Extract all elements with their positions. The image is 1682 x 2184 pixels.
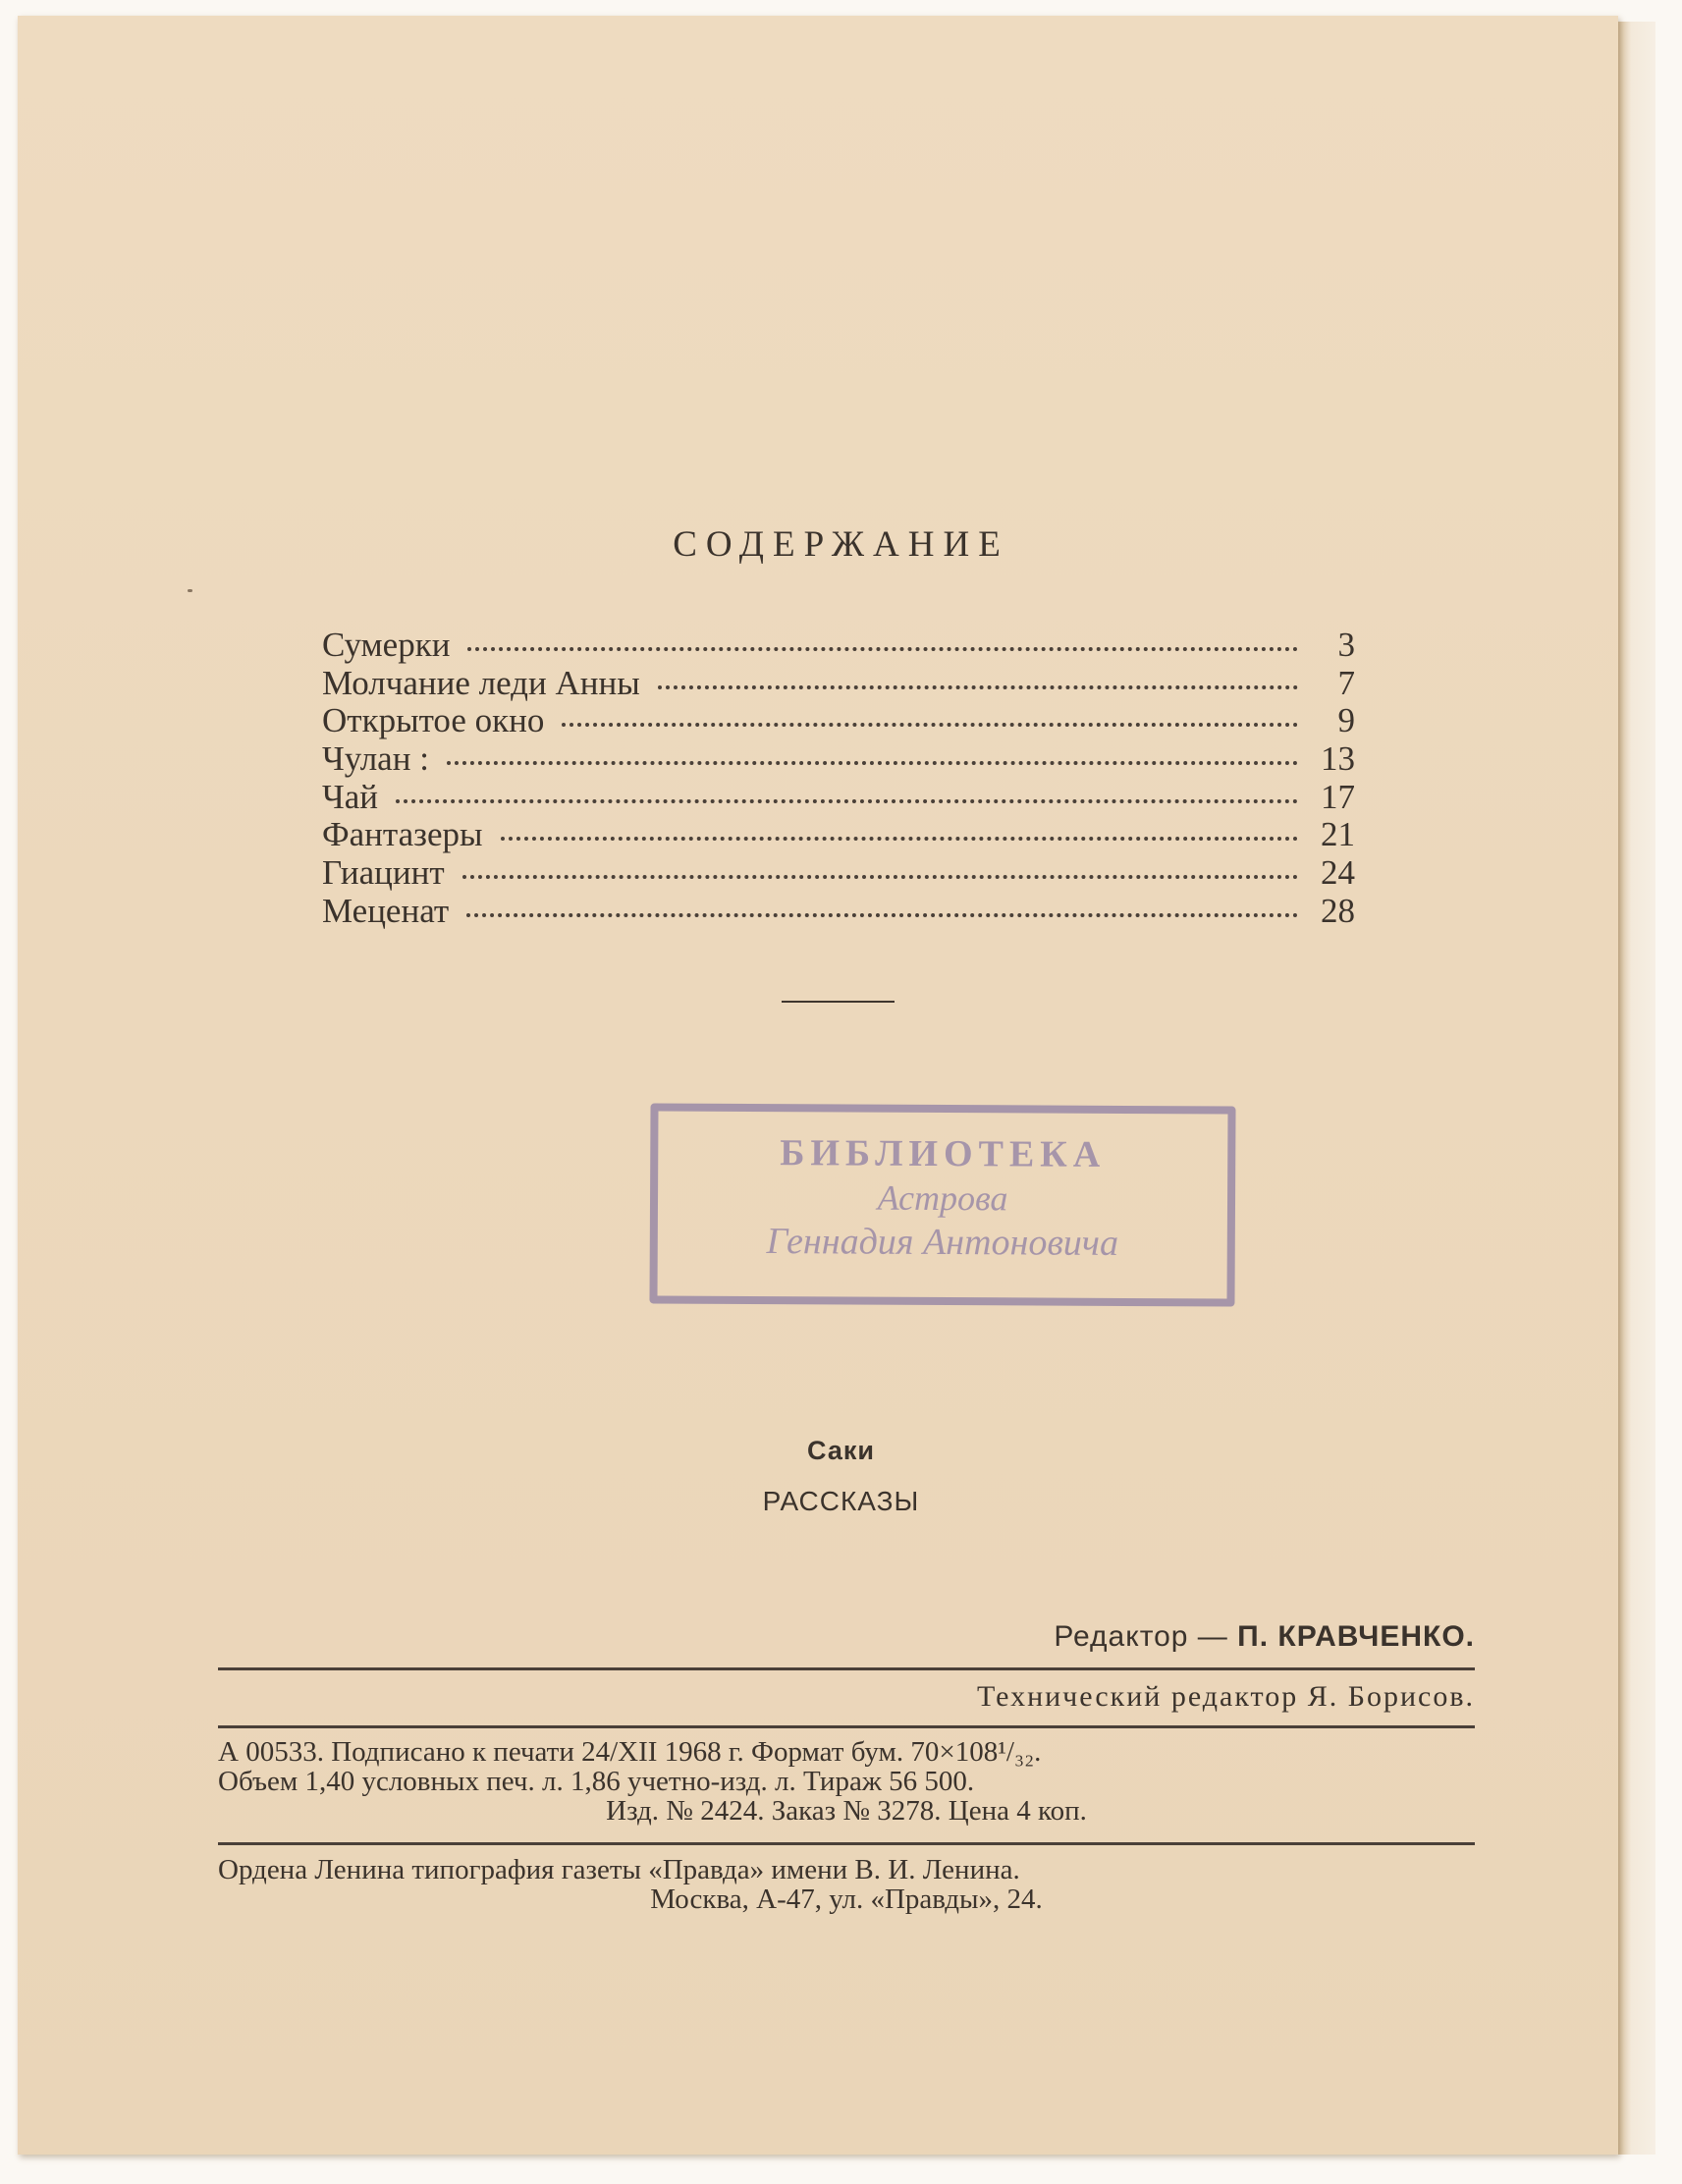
toc-entry-page: 9: [1337, 701, 1355, 740]
toc-dot-leader: [658, 685, 1298, 689]
toc-dot-leader: [447, 761, 1298, 765]
tech-editor-credit: Технический редактор Я. Борисов.: [976, 1680, 1475, 1713]
toc-entry-title: Открытое окно: [322, 701, 545, 740]
toc-entry-title: Молчание леди Анны: [322, 663, 640, 702]
section-divider: [782, 1001, 895, 1003]
imprint-text: А 00533. Подписано к печати 24/XII 1968 г. Формат бум. 70×108¹/₃₂.: [218, 1736, 1042, 1768]
imprint-rule: [218, 1667, 1475, 1670]
toc-entry: [322, 854, 1355, 893]
imprint-block: [218, 1737, 1475, 1826]
toc-entry-page: 24: [1321, 853, 1355, 893]
toc-dot-leader: [396, 799, 1298, 803]
toc-entry-page: 7: [1337, 663, 1355, 702]
stamp-line: Геннадия Антоновича: [766, 1221, 1119, 1264]
paper-speck: [188, 589, 192, 592]
toc-dot-leader: [462, 875, 1298, 879]
library-stamp: [649, 1103, 1235, 1306]
toc-entry-title: Чай: [322, 777, 379, 816]
printer-line: [218, 1855, 1475, 1884]
book-author: Саки: [807, 1436, 875, 1465]
toc-entry-title: Чулан :: [322, 739, 429, 779]
imprint-line: [218, 1796, 1475, 1826]
toc-entry-page: 3: [1337, 626, 1355, 664]
printer-rule: [218, 1842, 1475, 1845]
toc-entry-title: Гиацинт: [322, 853, 445, 893]
stamp-line: БИБЛИОТЕКА: [780, 1132, 1107, 1175]
toc-entry-title: Сумерки: [322, 626, 451, 664]
printer-text: Москва, А-47, ул. «Правды», 24.: [650, 1884, 1043, 1915]
toc-entry: [322, 627, 1355, 665]
toc-entry-page: 13: [1321, 739, 1355, 779]
toc-entry-page: 21: [1321, 815, 1355, 854]
toc-dot-leader: [466, 913, 1298, 917]
toc-entry-title: Меценат: [322, 891, 450, 930]
toc-entry: [322, 816, 1355, 854]
editor-credit: [1054, 1620, 1475, 1654]
toc-entry-page: 17: [1321, 777, 1355, 816]
editor-label: Редактор —: [1054, 1620, 1228, 1653]
imprint-text: Изд. № 2424. Заказ № 3278. Цена 4 коп.: [606, 1795, 1087, 1827]
editor-name: П. КРАВЧЕНКО.: [1237, 1620, 1475, 1653]
contents-heading: СОДЕРЖАНИЕ: [673, 524, 1009, 565]
book-genre: РАССКАЗЫ: [762, 1486, 920, 1516]
toc-entry: [322, 779, 1355, 817]
toc-entry: [322, 740, 1355, 779]
printer-text: Ордена Ленина типография газеты «Правда» имени В. И. Ленина.: [218, 1854, 1020, 1885]
toc-dot-leader: [562, 723, 1298, 727]
imprint-text: Объем 1,40 условных печ. л. 1,86 учетно-изд. л. Тираж 56 500.: [218, 1766, 975, 1797]
table-of-contents: [322, 627, 1355, 931]
imprint-line: [218, 1737, 1475, 1767]
book-page: [18, 16, 1618, 2155]
next-page-edge: [1618, 22, 1655, 2155]
toc-entry-title: Фантазеры: [322, 815, 483, 854]
toc-dot-leader: [467, 647, 1298, 651]
toc-entry: [322, 702, 1355, 740]
toc-dot-leader: [501, 837, 1298, 841]
printer-line: [218, 1884, 1475, 1914]
imprint-line: [218, 1767, 1475, 1796]
toc-entry-page: 28: [1321, 891, 1355, 930]
printer-block: [218, 1855, 1475, 1914]
imprint-rule: [218, 1725, 1475, 1728]
toc-entry: [322, 665, 1355, 703]
stamp-line: Астрова: [877, 1177, 1008, 1219]
toc-entry: [322, 893, 1355, 931]
